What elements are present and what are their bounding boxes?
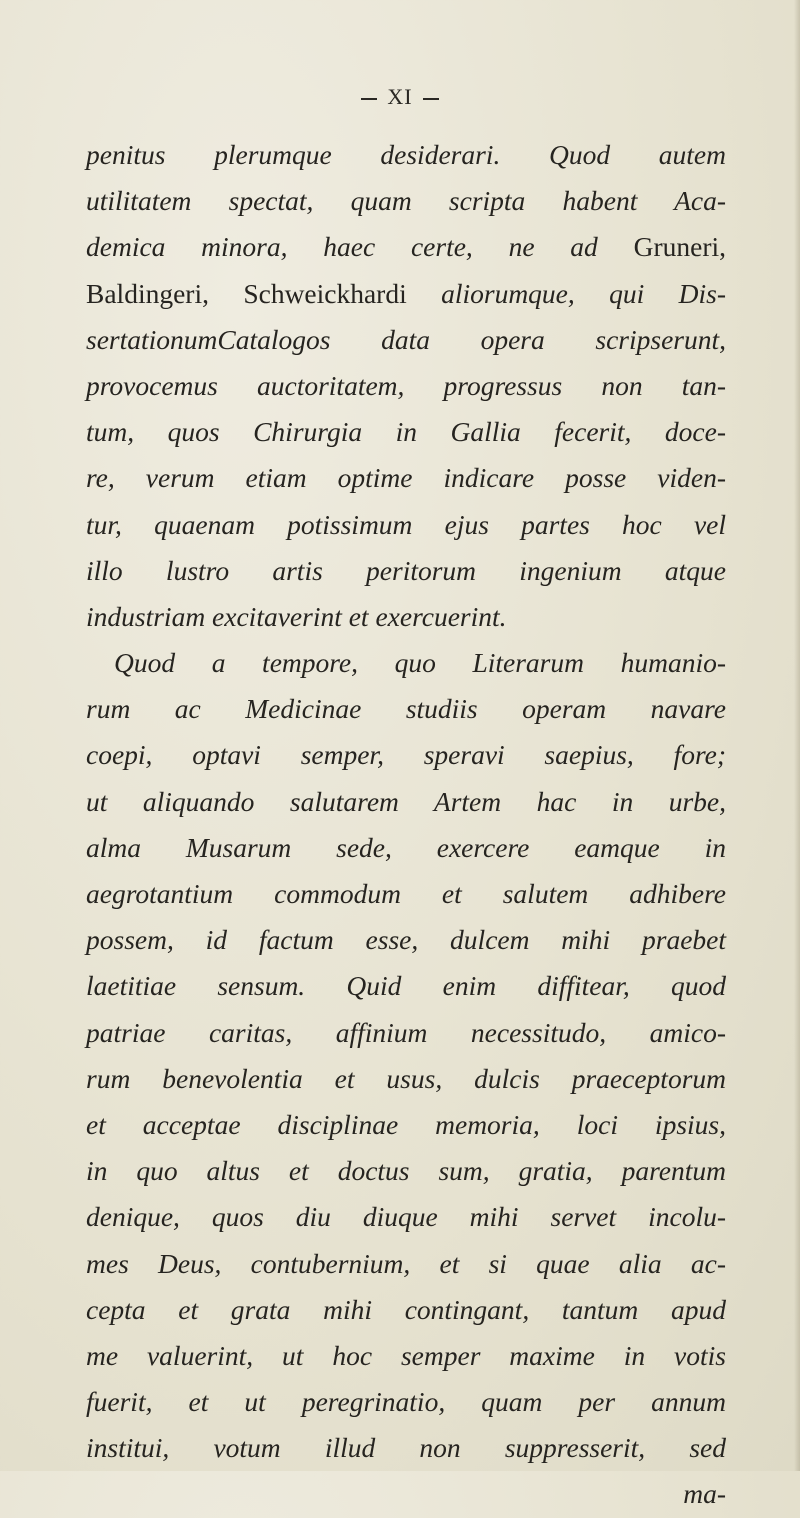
- italic-text: me valuerint, ut hoc semper maxime in votis: [86, 1339, 726, 1371]
- header-dash-right: [423, 98, 439, 100]
- text-line: [86, 1287, 726, 1333]
- text-line: [86, 1102, 726, 1148]
- latin-text-body: [86, 132, 726, 1518]
- italic-text: possem, id factum esse, dulcem mihi praebet: [86, 924, 726, 956]
- italic-text: ut aliquando salutarem Artem hac in urbe,: [86, 785, 726, 817]
- text-line: [86, 1471, 726, 1517]
- italic-text: denique, quos diu diuque mihi servet incolu-: [86, 1201, 726, 1233]
- text-line: [86, 363, 726, 409]
- text-line: [86, 871, 726, 917]
- italic-text: alma Musarum sede, exercere eamque in: [86, 831, 726, 863]
- italic-text: sertationumCatalogos data opera scripserunt,: [86, 323, 726, 355]
- italic-text: et acceptae disciplinae memoria, loci ipsius,: [86, 1108, 726, 1140]
- italic-text: coepi, optavi semper, speravi saepius, fore;: [86, 739, 726, 771]
- text-line: [86, 178, 726, 224]
- text-line: [86, 317, 726, 363]
- header-dash-left: [361, 98, 377, 100]
- text-line: [86, 455, 726, 501]
- text-line: [86, 1333, 726, 1379]
- page-header: [0, 84, 800, 110]
- text-line: [86, 917, 726, 963]
- italic-text: in quo altus et doctus sum, gratia, parentum: [86, 1155, 726, 1187]
- roman-text: Gruneri,: [633, 231, 726, 263]
- italic-text: fuerit, et ut peregrinatio, quam per annum: [86, 1386, 726, 1418]
- italic-text: aliorumque, qui Dis-: [441, 277, 726, 309]
- page-edge-shadow: [794, 0, 800, 1471]
- italic-text: penitus plerumque desiderari. Quod autem: [86, 139, 726, 170]
- italic-text: demica minora, haec certe, ne ad: [86, 231, 634, 263]
- italic-text: ma-: [683, 1478, 726, 1510]
- text-line: [86, 502, 726, 548]
- italic-text: illo lustro artis peritorum ingenium atque: [86, 554, 726, 586]
- italic-text: laetitiae sensum. Quid enim diffitear, quod: [86, 970, 726, 1002]
- text-line: [86, 1425, 726, 1471]
- page-number: XI: [387, 84, 413, 109]
- roman-text: Baldingeri, Schweickhardi: [86, 277, 442, 309]
- text-line: [86, 640, 726, 686]
- italic-text: aegrotantium commodum et salutem adhibere: [86, 878, 726, 909]
- italic-text: Quod a tempore, quo Literarum humanio-: [114, 647, 726, 679]
- text-line: [86, 963, 726, 1009]
- italic-text: institui, votum illud non suppresserit, sed: [86, 1432, 726, 1464]
- italic-text: re, verum etiam optime indicare posse viden-: [86, 462, 726, 494]
- text-line: [86, 1241, 726, 1287]
- text-line: [86, 594, 726, 640]
- italic-text: cepta et grata mihi contingant, tantum apud: [86, 1293, 726, 1325]
- italic-text: tum, quos Chirurgia in Gallia fecerit, doce-: [86, 416, 726, 448]
- italic-text: provocemus auctoritatem, progressus non tan-: [86, 369, 726, 401]
- text-line: [86, 825, 726, 871]
- text-line: [86, 1194, 726, 1240]
- text-line: [86, 271, 726, 317]
- text-line: [86, 548, 726, 594]
- text-line: [86, 1148, 726, 1194]
- italic-text: rum ac Medicinae studiis operam navare: [86, 693, 726, 725]
- italic-text: mes Deus, contubernium, et si quae alia ac-: [86, 1247, 726, 1279]
- italic-text: tur, quaenam potissimum ejus partes hoc vel: [86, 508, 726, 540]
- text-line: [86, 1379, 726, 1425]
- text-line: [86, 132, 726, 178]
- text-line: [86, 686, 726, 732]
- text-line: [86, 409, 726, 455]
- italic-text: rum benevolentia et usus, dulcis praeceptorum: [86, 1062, 726, 1094]
- text-line: [86, 1056, 726, 1102]
- italic-text: patriae caritas, affinium necessitudo, amico-: [86, 1016, 726, 1048]
- text-line: [86, 779, 726, 825]
- text-line: [86, 732, 726, 778]
- text-line: [86, 1010, 726, 1056]
- italic-text: industriam excitaverint et exercuerint.: [86, 600, 507, 632]
- italic-text: utilitatem spectat, quam scripta habent Aca-: [86, 185, 726, 217]
- text-line: [86, 224, 726, 270]
